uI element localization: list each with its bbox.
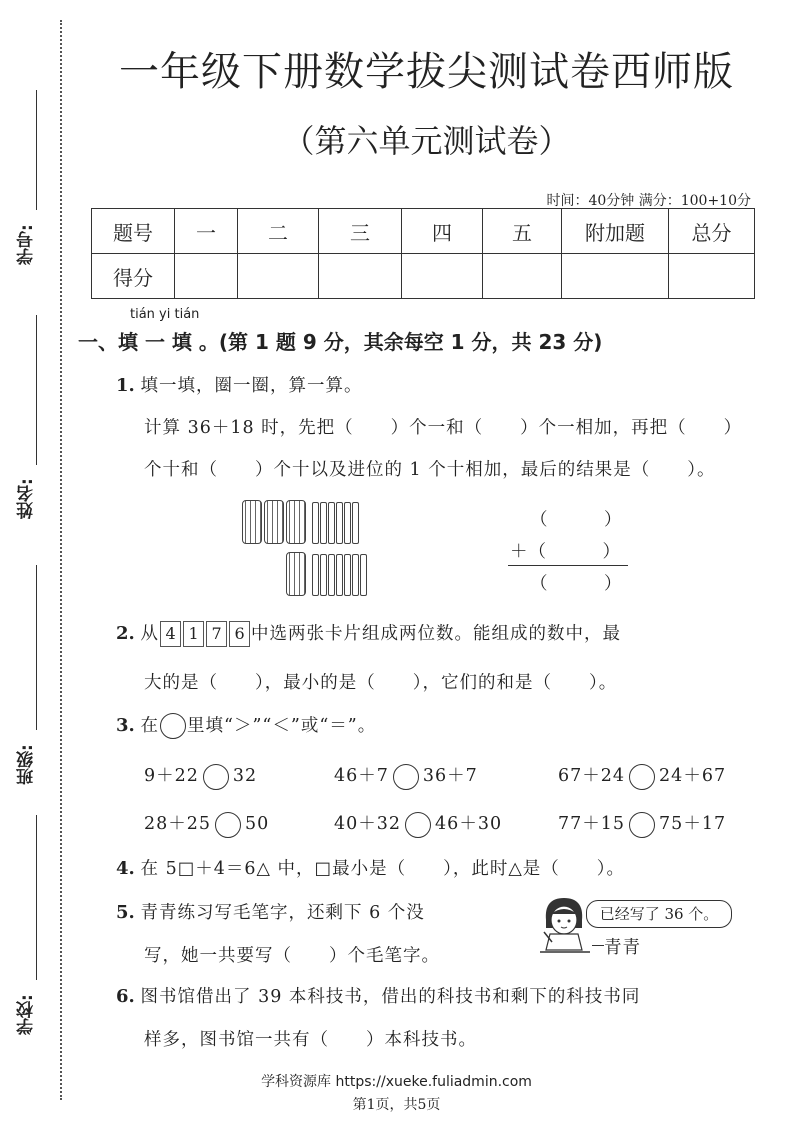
compare-item <box>558 810 726 838</box>
name-pointer-line <box>592 945 604 946</box>
score-cell[interactable] <box>238 254 319 299</box>
compare-left: 28＋25 <box>144 814 212 834</box>
question-text: 填一填，圈一圈，算一算。 <box>140 376 363 396</box>
class-label: 班级: <box>17 744 37 786</box>
question-4 <box>116 855 625 880</box>
question-6-line-2: 样多，图书馆一共有（ ）本科技书。 <box>144 1030 477 1050</box>
question-2-line-1 <box>116 620 621 647</box>
number-card: 7 <box>206 621 227 647</box>
question-text: 里填“＞”“＜”或“＝”。 <box>187 716 377 736</box>
score-header-cell: 总分 <box>669 209 755 254</box>
page-subtitle: （第六单元测试卷） <box>282 122 571 160</box>
student-id-line <box>36 90 37 210</box>
vertical-calc-row-3: （ ） <box>530 574 623 594</box>
question-5-line-1 <box>116 899 425 924</box>
compare-right: 32 <box>232 766 258 786</box>
stick <box>344 554 351 596</box>
question-number: 2. <box>116 623 135 644</box>
compare-circle-blank[interactable] <box>405 812 431 838</box>
compare-left: 77＋15 <box>558 814 626 834</box>
number-card: 4 <box>160 621 181 647</box>
question-text: 在 <box>140 716 160 736</box>
binding-dotted-line <box>60 20 62 1100</box>
question-number: 5. <box>116 902 135 923</box>
question-number: 4. <box>116 858 135 879</box>
circle-symbol-icon <box>160 713 186 739</box>
question-number: 6. <box>116 986 135 1007</box>
question-number: 1. <box>116 375 135 396</box>
score-header-cell: 一 <box>175 209 238 254</box>
exam-meta: 时间：40分钟 满分：100+10分 <box>546 193 751 209</box>
compare-circle-blank[interactable] <box>393 764 419 790</box>
stick <box>320 554 327 596</box>
stick-bundle <box>264 500 284 544</box>
question-2-line-2: 大的是（ ），最小的是（ ），它们的和是（ ）。 <box>144 673 618 693</box>
question-1-line-2: 个十和（ ）个十以及进位的 1 个十相加，最后的结果是（ ）。 <box>144 460 716 480</box>
score-header-cell: 五 <box>483 209 562 254</box>
stick <box>336 554 343 596</box>
score-header-cell: 附加题 <box>562 209 669 254</box>
school-label: 学校: <box>17 994 37 1036</box>
score-cell[interactable] <box>669 254 755 299</box>
section-heading: 一、填 一 填 。(第 1 题 9 分，其余每空 1 分，共 23 分) <box>78 330 603 354</box>
school-line <box>36 815 37 980</box>
stick <box>320 502 327 544</box>
stick <box>352 554 359 596</box>
class-line <box>36 565 37 730</box>
compare-item <box>334 762 478 790</box>
question-5-line-2: 写，她一共要写（ ）个毛笔字。 <box>144 946 440 966</box>
score-table <box>91 208 755 299</box>
name-label: 姓名: <box>17 478 37 520</box>
name-line <box>36 315 37 465</box>
question-text: 中选两张卡片组成两位数。能组成的数中，最 <box>251 624 622 644</box>
footer-page-number: 第1页，共5页 <box>352 1097 441 1113</box>
compare-left: 46＋7 <box>334 766 389 786</box>
score-header-cell: 二 <box>238 209 319 254</box>
score-cell[interactable] <box>402 254 483 299</box>
compare-circle-blank[interactable] <box>203 764 229 790</box>
score-cell[interactable] <box>319 254 402 299</box>
question-number: 3. <box>116 715 135 736</box>
girl-writing-icon <box>536 894 592 956</box>
stick-bundle <box>242 500 262 544</box>
compare-circle-blank[interactable] <box>629 764 655 790</box>
stick-bundle <box>286 552 306 596</box>
number-card: 1 <box>183 621 204 647</box>
stick <box>328 502 335 544</box>
compare-item <box>558 762 726 790</box>
score-cell[interactable] <box>562 254 669 299</box>
compare-right: 46＋30 <box>435 814 503 834</box>
compare-circle-blank[interactable] <box>629 812 655 838</box>
vertical-calc-row-1: （ ） <box>530 510 623 530</box>
score-header-cell: 题号 <box>92 209 175 254</box>
compare-left: 67＋24 <box>558 766 626 786</box>
student-id-label: 学号: <box>17 224 37 266</box>
compare-item <box>144 762 257 790</box>
score-header-cell: 四 <box>402 209 483 254</box>
question-text: 图书馆借出了 39 本科技书，借出的科技书和剩下的科技书同 <box>140 987 641 1007</box>
compare-right: 50 <box>245 814 270 834</box>
question-6-line-1 <box>116 983 640 1008</box>
stick <box>328 554 335 596</box>
compare-left: 40＋32 <box>334 814 402 834</box>
counting-sticks-illustration <box>238 498 368 602</box>
compare-circle-blank[interactable] <box>215 812 241 838</box>
compare-item <box>144 810 269 838</box>
compare-right: 36＋7 <box>422 766 478 786</box>
score-table-score-row <box>92 254 755 299</box>
score-cell[interactable] <box>175 254 238 299</box>
stick <box>352 502 359 544</box>
question-text: 从 <box>140 624 160 644</box>
page-title: 一年级下册数学拔尖测试卷西师版 <box>119 49 734 95</box>
stick <box>312 554 319 596</box>
character-name: 青青 <box>604 938 641 958</box>
compare-item <box>334 810 502 838</box>
speech-bubble: 已经写了 36 个。 <box>586 900 732 928</box>
score-row-label: 得分 <box>92 254 175 299</box>
question-text: 在 5□＋4＝6△ 中，□最小是（ ），此时△是（ ）。 <box>140 859 626 879</box>
vertical-calc-row-2: ＋（ ） <box>510 542 621 562</box>
score-cell[interactable] <box>483 254 562 299</box>
number-card: 6 <box>229 621 250 647</box>
question-3-title <box>116 712 376 739</box>
stick <box>312 502 319 544</box>
compare-right: 24＋67 <box>659 766 727 786</box>
stick-bundle <box>286 500 306 544</box>
question-1-title <box>116 372 363 397</box>
stick <box>360 554 367 596</box>
stick <box>336 502 343 544</box>
section-pinyin: tián yi tián <box>130 307 200 322</box>
stick <box>344 502 351 544</box>
compare-left: 9＋22 <box>144 766 199 786</box>
compare-right: 75＋17 <box>659 814 727 834</box>
question-text: 青青练习写毛笔字，还剩下 6 个没 <box>140 903 425 923</box>
score-table-header-row <box>92 209 755 254</box>
question-1-line-1: 计算 36＋18 时，先把（ ）个一和（ ）个一相加，再把（ ） <box>144 418 743 438</box>
vertical-calc-line <box>508 565 628 566</box>
score-header-cell: 三 <box>319 209 402 254</box>
footer-source: 学科资源库 https://xueke.fuliadmin.com <box>261 1074 532 1090</box>
